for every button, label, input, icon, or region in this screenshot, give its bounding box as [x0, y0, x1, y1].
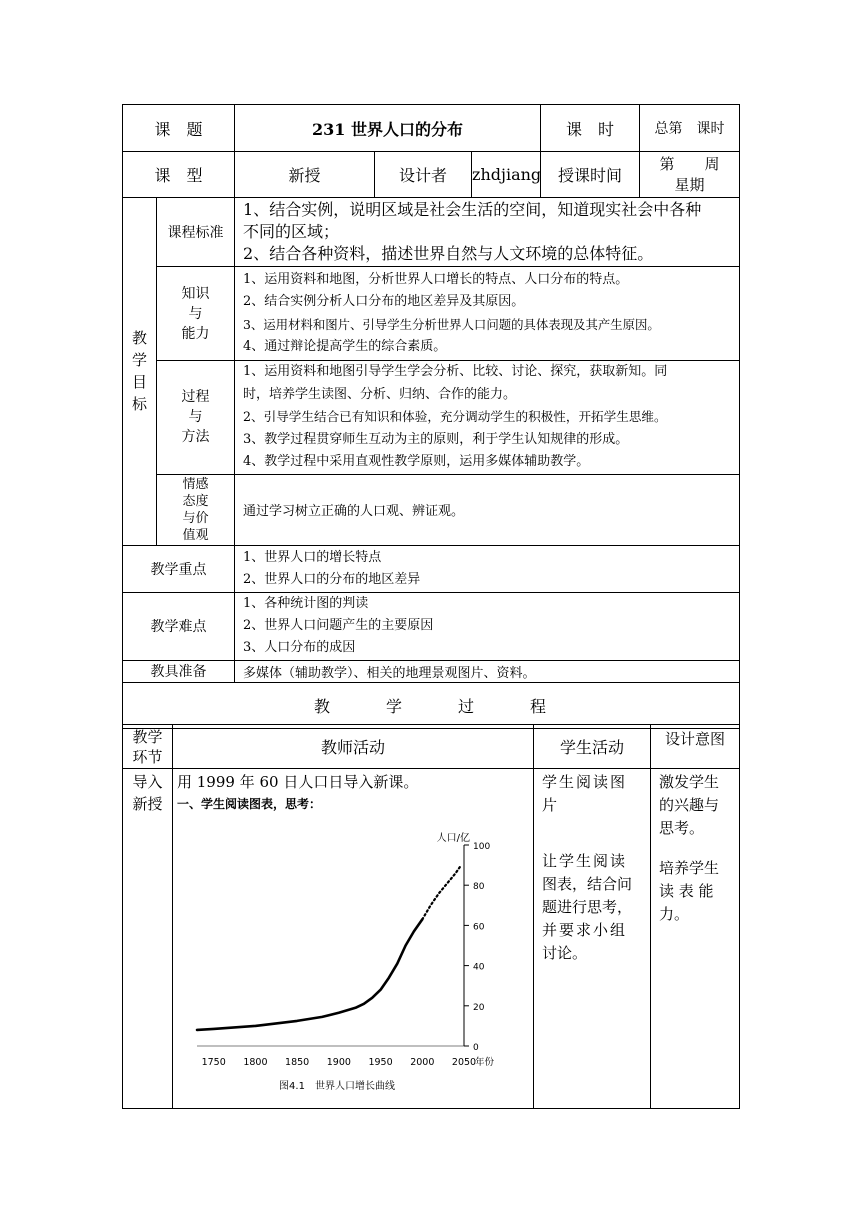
x-tick-label: 2050 [451, 1057, 477, 1068]
difficulty-line: 3、人口分布的成因 [243, 640, 356, 655]
key-points-label: 教学重点 [123, 545, 235, 592]
stage-line: 新授 [132, 795, 163, 813]
emotion-label-line: 态度 [182, 493, 209, 509]
goals-label [123, 198, 157, 546]
time-value-weekday: 星期 [674, 175, 705, 194]
tools-label: 教具准备 [123, 660, 235, 682]
intent-line: 思考。 [659, 819, 705, 837]
process-line: 2、引导学生结合已有知识和体验，充分调动学生的积极性，开拓学生思维。 [243, 409, 667, 424]
process-line: 1、运用资料和地图引导学生学会分析、比较、讨论、探究，获取新知。同 [243, 364, 668, 379]
student-line: 片 [542, 796, 558, 814]
process-title: 教 学 过 程 [123, 682, 740, 728]
intent-line: 的兴趣与 [659, 796, 720, 814]
type-value: 新授 [235, 152, 375, 198]
col-student-header: 学生活动 [534, 725, 651, 769]
col-stage-line: 教学 [132, 727, 163, 746]
knowledge-line: 1、运用资料和地图，分析世界人口增长的特点、人口分布的特点。 [243, 271, 629, 287]
key-point-line: 1、世界人口的增长特点 [243, 549, 382, 565]
x-tick-label: 1900 [326, 1057, 351, 1068]
stage-line: 导入 [132, 773, 163, 791]
teacher-heading: 一、学生阅读图表，思考： [177, 797, 322, 811]
y-tick-label: 80 [473, 882, 485, 893]
type-label: 课 型 [123, 152, 235, 198]
goals-label-char: 教 [131, 329, 147, 348]
process-label-line: 方法 [181, 429, 210, 446]
process-content [235, 361, 740, 475]
time-value [640, 152, 740, 198]
knowledge-content [235, 267, 740, 361]
time-label: 授课时间 [541, 152, 640, 198]
emotion-content: 通过学习树立正确的人口观、辨证观。 [235, 474, 740, 545]
student-line: 题进行思考， [542, 898, 633, 916]
standard-line: 1、结合实例，说明区域是社会生活的空间，知道现实社会中各种 [243, 200, 702, 219]
teacher-intro: 用 1999 年 60 日人口日导入新课。 [177, 773, 419, 791]
knowledge-label-line: 能力 [181, 325, 210, 342]
key-points-content [235, 545, 740, 592]
goals-label-char: 目 [131, 373, 147, 392]
process-line: 时，培养学生读图、分析、归纳、合作的能力。 [243, 386, 517, 402]
y-tick-label: 100 [473, 842, 491, 852]
knowledge-line: 4、通过辩论提高学生的综合素质。 [243, 339, 447, 354]
knowledge-label-line: 知识 [181, 285, 210, 302]
x-tick-label: 2000 [410, 1057, 435, 1068]
process-line: 3、教学过程贯穿师生互动为主的原则，利于学生认知规律的形成。 [243, 431, 629, 447]
intent-line: 培养学生 [659, 859, 720, 877]
designer-label: 设计者 [375, 152, 472, 198]
student-line: 并要求小组 [542, 921, 628, 939]
key-point-line: 2、世界人口的分布的地区差异 [243, 571, 421, 587]
intent-cell [651, 769, 740, 1109]
tools-content: 多媒体（辅助教学）、相关的地理景观图片、资料。 [235, 660, 740, 682]
standard-line: 2、结合各种资料，描述世界自然与人文环境的总体特征。 [243, 244, 654, 263]
process-table [122, 724, 740, 1109]
y-tick-label: 20 [473, 1002, 485, 1013]
goals-label-char: 学 [131, 351, 147, 370]
process-label [157, 361, 235, 475]
chart-caption: 图4.1 世界人口增长曲线 [279, 1081, 395, 1092]
topic-value: 231 世界人口的分布 [235, 105, 541, 152]
topic-label: 课 题 [123, 105, 235, 152]
y-tick-label: 0 [473, 1043, 479, 1053]
knowledge-label [157, 267, 235, 361]
y-tick-label: 40 [473, 962, 485, 973]
stage-cell [123, 769, 173, 1109]
student-line: 让学生阅读 [542, 852, 628, 870]
emotion-label-line: 与价 [182, 510, 209, 526]
process-line: 4、教学过程中采用直观性教学原则，运用多媒体辅助教学。 [243, 454, 590, 469]
knowledge-label-line: 与 [188, 305, 203, 322]
designer-value: zhdjiang [472, 152, 541, 198]
y-axis-label: 人口/亿 [436, 833, 470, 844]
x-tick-label: 1800 [243, 1057, 268, 1068]
y-tick-label: 60 [473, 922, 485, 933]
time-value-week: 第 周 [659, 154, 720, 173]
student-line: 图表，结合问 [542, 875, 633, 893]
student-line: 学生阅读图 [542, 773, 628, 791]
col-stage-header [123, 725, 173, 769]
col-stage-line: 环节 [132, 747, 163, 766]
emotion-label [157, 474, 235, 545]
emotion-label-line: 情感 [182, 476, 209, 492]
intent-line: 读 表 能 [659, 882, 714, 900]
teacher-cell [173, 769, 534, 1109]
student-line: 讨论。 [542, 944, 588, 962]
difficulty-line: 2、世界人口问题产生的主要原因 [243, 618, 434, 633]
x-tick-label: 1850 [285, 1057, 310, 1068]
difficulties-label: 教学难点 [123, 592, 235, 660]
col-teacher-header: 教师活动 [173, 725, 534, 769]
x-tick-label: 1750 [201, 1057, 226, 1068]
intent-line: 力。 [659, 905, 690, 923]
hours-value: 总第 课时 [640, 105, 740, 152]
lesson-plan-table [122, 104, 740, 729]
x-tick-label: 1950 [368, 1057, 393, 1068]
projection-line [422, 867, 460, 919]
process-label-line: 与 [188, 409, 203, 426]
col-intent-header: 设计意图 [651, 725, 740, 769]
difficulties-content [235, 592, 740, 660]
standard-content [235, 198, 740, 267]
standard-label: 课程标准 [157, 198, 235, 267]
goals-label-char: 标 [131, 395, 147, 414]
standard-line: 不同的区域； [243, 222, 340, 241]
population-line [197, 919, 422, 1030]
population-growth-chart [177, 819, 517, 1097]
difficulty-line: 1、各种统计图的判读 [243, 596, 369, 611]
process-label-line: 过程 [181, 389, 210, 406]
student-cell [534, 769, 651, 1109]
hours-label: 课 时 [541, 105, 640, 152]
x-axis-label: 年份 [475, 1057, 495, 1068]
knowledge-line: 2、结合实例分析人口分布的地区差异及其原因。 [243, 294, 525, 309]
emotion-label-line: 值观 [182, 527, 209, 543]
knowledge-line: 3、运用材料和图片、引导学生分析世界人口问题的具体表现及其产生原因。 [243, 316, 660, 332]
intent-line: 激发学生 [659, 773, 720, 791]
